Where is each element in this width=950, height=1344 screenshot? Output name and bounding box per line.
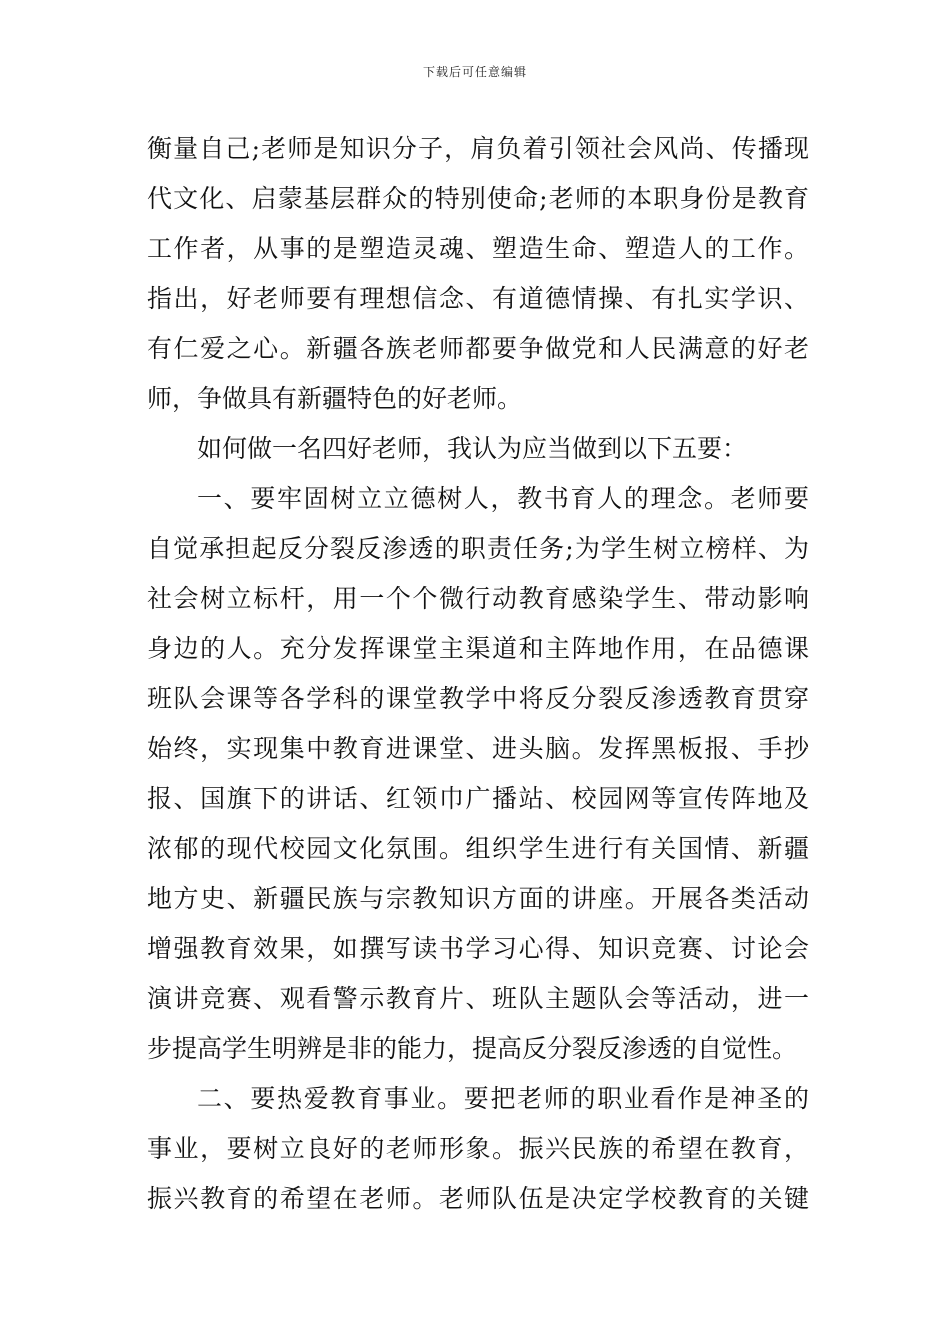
text-line: 衡量自己;老师是知识分子，肩负着引领社会风尚、传播现 [147, 134, 809, 163]
text-line: 身边的人。充分发挥课堂主渠道和主阵地作用，在品德课 [147, 634, 809, 663]
text-line: 浓郁的现代校园文化氛围。组织学生进行有关国情、新疆 [147, 834, 809, 863]
text-line: 工作者，从事的是塑造灵魂、塑造生命、塑造人的工作。 [147, 234, 809, 263]
text-line: 自觉承担起反分裂反渗透的职责任务;为学生树立榜样、为 [147, 534, 809, 563]
text-line: 代文化、启蒙基层群众的特别使命;老师的本职身份是教育 [147, 184, 809, 213]
text-line: 二、要热爱教育事业。要把老师的职业看作是神圣的 [197, 1084, 809, 1113]
text-line: 增强教育效果，如撰写读书学习心得、知识竞赛、讨论会 [147, 934, 809, 963]
text-line: 步提高学生明辨是非的能力，提高反分裂反渗透的自觉性。 [147, 1034, 798, 1063]
text-line: 报、国旗下的讲话、红领巾广播站、校园网等宣传阵地及 [147, 784, 809, 813]
text-line: 指出，好老师要有理想信念、有道德情操、有扎实学识、 [147, 284, 809, 313]
text-line: 社会树立标杆，用一个个微行动教育感染学生、带动影响 [147, 584, 809, 613]
text-line: 班队会课等各学科的课堂教学中将反分裂反渗透教育贯穿 [147, 684, 809, 713]
text-line: 振兴教育的希望在老师。老师队伍是决定学校教育的关键 [147, 1184, 809, 1213]
page-header: 下载后可任意编辑 [422, 65, 527, 79]
text-line: 有仁爱之心。新疆各族老师都要争做党和人民满意的好老 [147, 334, 809, 363]
text-line: 师，争做具有新疆特色的好老师。 [147, 384, 523, 413]
text-line: 始终，实现集中教育进课堂、进头脑。发挥黑板报、手抄 [147, 734, 809, 763]
text-line: 事业，要树立良好的老师形象。振兴民族的希望在教育， [147, 1134, 809, 1163]
text-line: 演讲竞赛、观看警示教育片、班队主题队会等活动，进一 [147, 984, 809, 1013]
document-body [147, 124, 809, 1224]
text-line: 如何做一名四好老师，我认为应当做到以下五要： [197, 434, 748, 463]
text-line: 一、要牢固树立立德树人，教书育人的理念。老师要 [197, 484, 809, 513]
text-line: 地方史、新疆民族与宗教知识方面的讲座。开展各类活动 [147, 884, 809, 913]
